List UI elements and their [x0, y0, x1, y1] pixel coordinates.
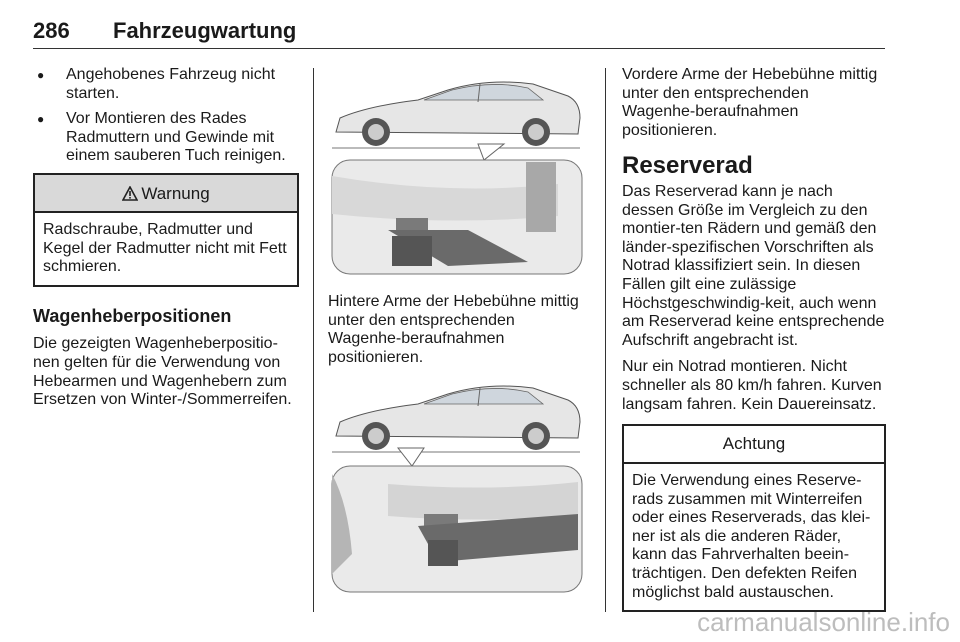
rear-lift-illustration	[328, 66, 585, 278]
warning-text: Radschraube, Radmutter und Kegel der Radmutter nicht mit Fett schmieren.	[43, 220, 287, 276]
bullet-item: ● Angehobenes Fahrzeug nicht starten.	[33, 66, 299, 103]
bullet-item: ● Vor Montieren des Rades Radmuttern und Gewinde mit einem sauberen Tuch reinigen.	[33, 110, 299, 166]
column-1	[33, 66, 299, 410]
spare-wheel-paragraph-2: Nur ein Notrad montieren. Nicht schneller als 80 km/h fahren. Kurven langsam fahren. Kein Dauereinsatz.	[622, 358, 882, 413]
warning-triangle-icon	[122, 175, 138, 211]
warning-title: Warnung	[141, 183, 210, 203]
column-3	[622, 66, 886, 612]
header-divider	[33, 48, 885, 49]
bullet-list	[33, 66, 299, 166]
spare-wheel-paragraph-1: Das Reserverad kann je nach dessen Größe im Vergleich zu den montier-ten Rädern und gemäß den länder-spezifischen Vorschriften als Notrad klassifiziert sein. In diesen Fällen gilt eine zulässige Höchstgeschwindig-keit, auch wenn am Reserverad keine entsprechende Aufschrift angebracht ist.	[622, 182, 885, 349]
column-2	[328, 66, 590, 601]
caution-box	[622, 424, 886, 612]
front-lift-illustration	[328, 374, 585, 596]
warning-box	[33, 173, 299, 287]
warning-box-header	[35, 175, 297, 213]
section-heading-spare-wheel: Reserverad	[622, 152, 753, 180]
front-lift-caption: Vordere Arme der Hebebühne mittig unter den entsprechenden Wagenhe-beraufnahmen positionieren.	[622, 66, 878, 139]
rear-lift-caption: Hintere Arme der Hebebühne mittig unter den entsprechenden Wagenhe-beraufnahmen positionieren.	[328, 293, 579, 366]
section-heading-jack-positions: Wagenheberpositionen	[33, 305, 232, 326]
column-divider-2	[605, 68, 606, 612]
page-title: Fahrzeugwartung	[113, 18, 297, 43]
watermark: carmanualsonline.info	[697, 607, 950, 637]
page-number: 286	[33, 18, 70, 43]
caution-box-header: Achtung	[624, 426, 884, 464]
column-divider-1	[313, 68, 314, 612]
caution-text: Die Verwendung eines Reserve-rads zusammen mit Winterreifen oder eines Reserverads, das klei-ner ist als die anderen Räder, kann das Fahrverhalten beein-trächtigen. Den defekten Reifen möglichst bald austauschen.	[632, 472, 871, 601]
jack-positions-paragraph: Die gezeigten Wagenheberpositio-nen gelten für die Verwendung von Hebearmen und Wagenhebern zum Ersetzen von Winter-/Sommerreifen.	[33, 335, 292, 409]
